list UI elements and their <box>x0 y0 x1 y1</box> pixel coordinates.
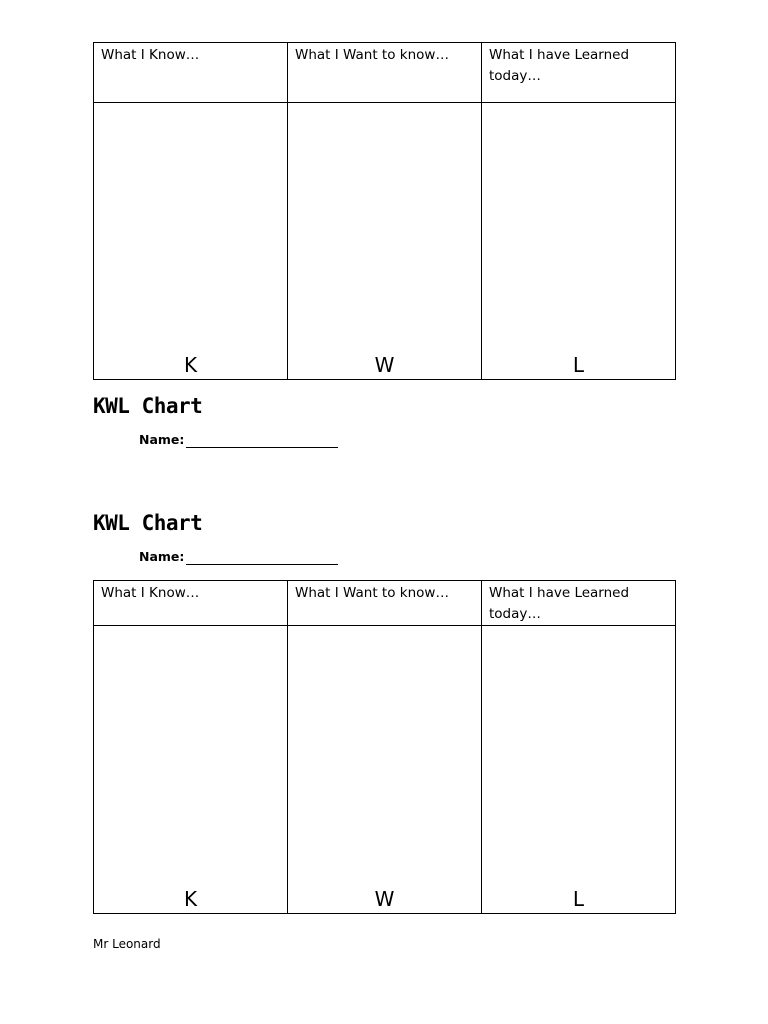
want-cell[interactable] <box>288 103 482 380</box>
letter-w: W <box>374 353 395 377</box>
table-header-row <box>94 43 676 103</box>
name-field-bottom[interactable] <box>139 549 338 565</box>
name-label: Name: <box>139 549 185 564</box>
kwl-table-top <box>93 42 676 380</box>
header-learned: What I have Learned today… <box>482 581 676 626</box>
name-underline <box>186 552 338 565</box>
letter-w: W <box>374 887 395 911</box>
kwl-title-top: KWL Chart <box>93 394 203 418</box>
header-want: What I Want to know… <box>288 43 482 103</box>
want-cell[interactable] <box>288 626 482 914</box>
learned-cell[interactable] <box>482 626 676 914</box>
letter-k: K <box>183 887 198 911</box>
kwl-title-bottom: KWL Chart <box>93 511 203 535</box>
table-body-row <box>94 103 676 380</box>
letter-l: L <box>572 887 585 911</box>
footer-author: Mr Leonard <box>93 937 161 951</box>
table-header-row <box>94 581 676 626</box>
header-want: What I Want to know… <box>288 581 482 626</box>
kwl-table-bottom <box>93 580 676 914</box>
letter-k: K <box>183 353 198 377</box>
know-cell[interactable] <box>94 103 288 380</box>
name-label: Name: <box>139 432 185 447</box>
name-underline <box>186 435 338 448</box>
name-field-top[interactable] <box>139 432 338 448</box>
letter-l: L <box>572 353 585 377</box>
header-know: What I Know… <box>94 581 288 626</box>
header-learned: What I have Learned today… <box>482 43 676 103</box>
table-body-row <box>94 626 676 914</box>
learned-cell[interactable] <box>482 103 676 380</box>
know-cell[interactable] <box>94 626 288 914</box>
header-know: What I Know… <box>94 43 288 103</box>
